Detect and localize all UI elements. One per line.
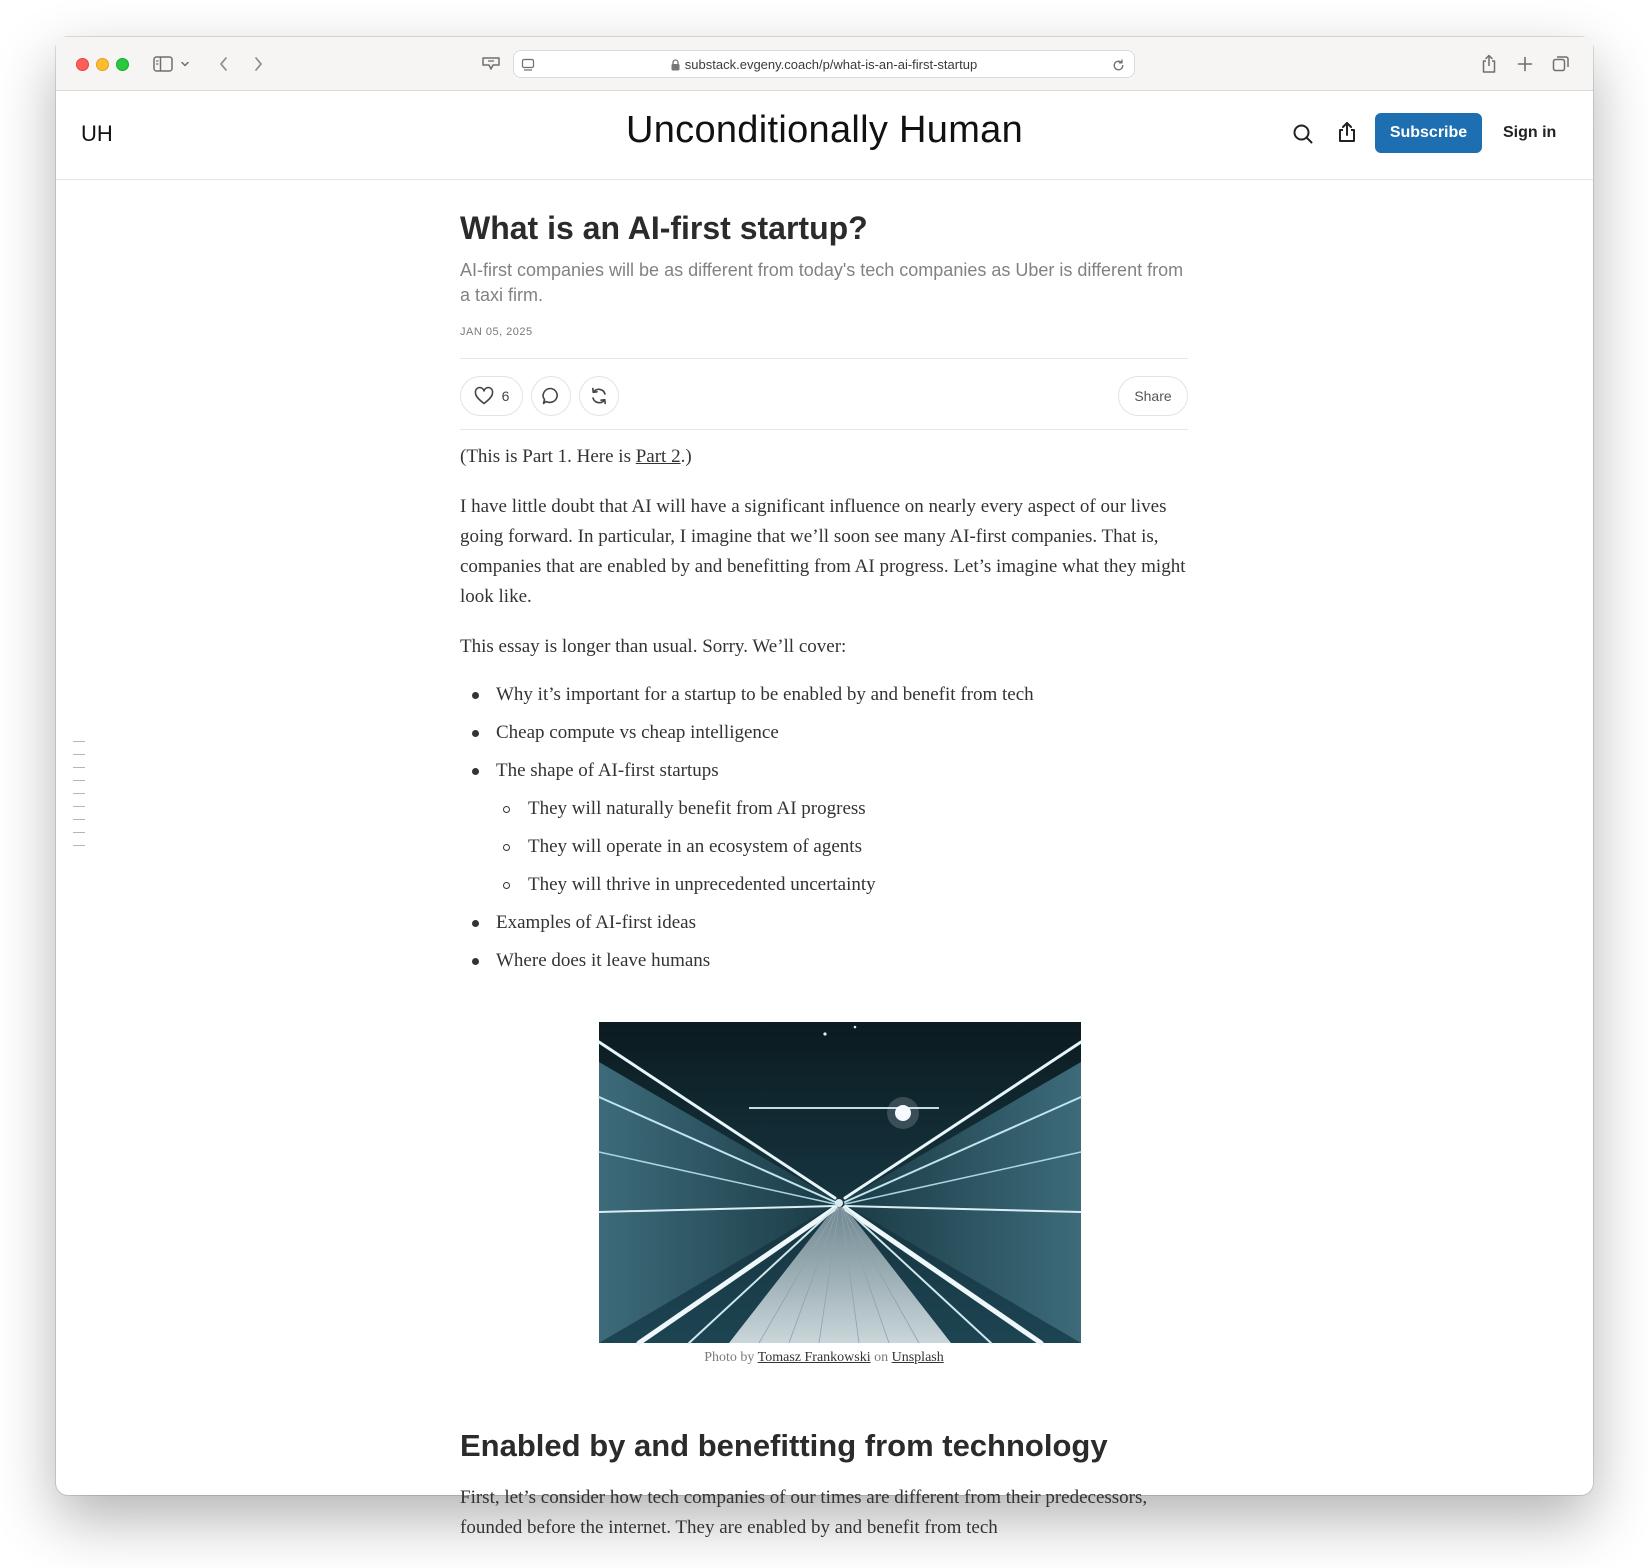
- tab-overview-icon[interactable]: [1551, 51, 1571, 77]
- toc-marker[interactable]: [73, 845, 85, 846]
- comment-icon: [541, 386, 561, 406]
- url-text: substack.evgeny.coach/p/what-is-an-ai-first-startup: [684, 57, 978, 72]
- list-item-text: Where does it leave humans: [496, 950, 711, 971]
- intro-paragraph: [460, 442, 1188, 472]
- share-icon[interactable]: [1480, 51, 1498, 77]
- divider: [460, 429, 1188, 430]
- post-image[interactable]: [599, 1022, 1081, 1343]
- heart-icon: [474, 387, 494, 405]
- post-date: JAN 05, 2025: [460, 326, 533, 338]
- toc-marker[interactable]: [73, 832, 85, 833]
- table-of-contents-rail[interactable]: [73, 741, 85, 858]
- subscribe-button[interactable]: Subscribe: [1375, 113, 1482, 153]
- bullet-ring: [503, 882, 510, 889]
- share-icon[interactable]: [1335, 120, 1359, 144]
- bullet-dot: [472, 768, 479, 775]
- paragraph: First, let’s consider how tech companies of our times are different from their predecessors, founded before the internet. They are enabled by and benefit from tech: [460, 1487, 1148, 1538]
- forward-icon[interactable]: [250, 51, 266, 77]
- bullet-dot: [472, 958, 479, 965]
- close-window-button[interactable]: [76, 58, 89, 71]
- list-item-text: They will naturally benefit from AI progress: [528, 798, 866, 819]
- publication-logo[interactable]: UH: [81, 121, 113, 146]
- site-header: [56, 91, 1593, 180]
- comment-button[interactable]: [531, 376, 571, 416]
- restack-icon: [589, 386, 609, 406]
- address-bar[interactable]: [513, 50, 1135, 78]
- browser-toolbar: [56, 37, 1593, 91]
- like-count: 6: [501, 388, 510, 404]
- toc-marker[interactable]: [73, 793, 85, 794]
- image-caption: [444, 1350, 1204, 1366]
- chevron-down-icon[interactable]: [179, 51, 191, 77]
- reload-icon[interactable]: [1110, 51, 1126, 79]
- intro-text: (This is Part 1. Here is: [460, 446, 636, 467]
- list-item-text: The shape of AI-first startups: [496, 760, 719, 781]
- divider: [460, 358, 1188, 359]
- toc-marker[interactable]: [73, 754, 85, 755]
- back-icon[interactable]: [216, 51, 232, 77]
- share-button[interactable]: Share: [1118, 376, 1188, 416]
- unsplash-link[interactable]: Unsplash: [891, 1350, 944, 1365]
- zoom-window-button[interactable]: [116, 58, 129, 71]
- post-title: What is an AI-first startup?: [460, 210, 868, 246]
- page-content: [56, 180, 1593, 1538]
- browser-window: [56, 37, 1593, 1538]
- paragraph: This essay is longer than usual. Sorry. We’ll cover:: [460, 636, 847, 657]
- paragraph: I have little doubt that AI will have a significant influence on nearly every aspect of our lives going forward. In particular, I imagine that we’ll soon see many AI-first companies. That is, companies that are enabled by and benefitting from AI progress. Let’s imagine what they might look like.: [460, 496, 1186, 607]
- privacy-report-icon[interactable]: [480, 51, 502, 77]
- list-item-text: Cheap compute vs cheap intelligence: [496, 722, 779, 743]
- toc-marker[interactable]: [73, 780, 85, 781]
- sidebar-icon[interactable]: [152, 51, 174, 77]
- bullet-dot: [472, 692, 479, 699]
- list-item-text: Why it’s important for a startup to be enabled by and benefit from tech: [496, 684, 1034, 705]
- list-item-text: They will thrive in unprecedented uncertainty: [528, 874, 876, 895]
- post-subtitle: AI-first companies will be as different from today's tech companies as Uber is different from a taxi firm.: [460, 260, 1184, 305]
- toc-marker[interactable]: [73, 741, 85, 742]
- like-button[interactable]: [460, 376, 523, 416]
- walkway-photo-illustration: [599, 1022, 1081, 1343]
- lock-icon: [671, 59, 680, 71]
- intro-text-end: .): [680, 446, 692, 467]
- toc-marker[interactable]: [73, 767, 85, 768]
- caption-text: on: [870, 1350, 892, 1365]
- list-item-text: They will operate in an ecosystem of agents: [528, 836, 862, 857]
- toc-marker[interactable]: [73, 819, 85, 820]
- bullet-dot: [472, 730, 479, 737]
- minimize-window-button[interactable]: [96, 58, 109, 71]
- restack-button[interactable]: [579, 376, 619, 416]
- bullet-dot: [472, 920, 479, 927]
- section-heading: Enabled by and benefitting from technology: [460, 1428, 1108, 1463]
- sign-in-button[interactable]: Sign in: [1503, 124, 1557, 141]
- publication-title[interactable]: Unconditionally Human: [625, 109, 1024, 151]
- toc-marker[interactable]: [73, 806, 85, 807]
- url-display: [514, 51, 1134, 79]
- new-tab-icon[interactable]: [1516, 51, 1534, 77]
- part-2-link[interactable]: Part 2: [635, 446, 681, 467]
- bullet-ring: [503, 844, 510, 851]
- bullet-ring: [503, 806, 510, 813]
- caption-text: Photo by: [704, 1350, 758, 1365]
- list-item-text: Examples of AI-first ideas: [496, 912, 696, 933]
- search-icon[interactable]: [1291, 122, 1315, 146]
- photographer-link[interactable]: Tomasz Frankowski: [757, 1350, 871, 1365]
